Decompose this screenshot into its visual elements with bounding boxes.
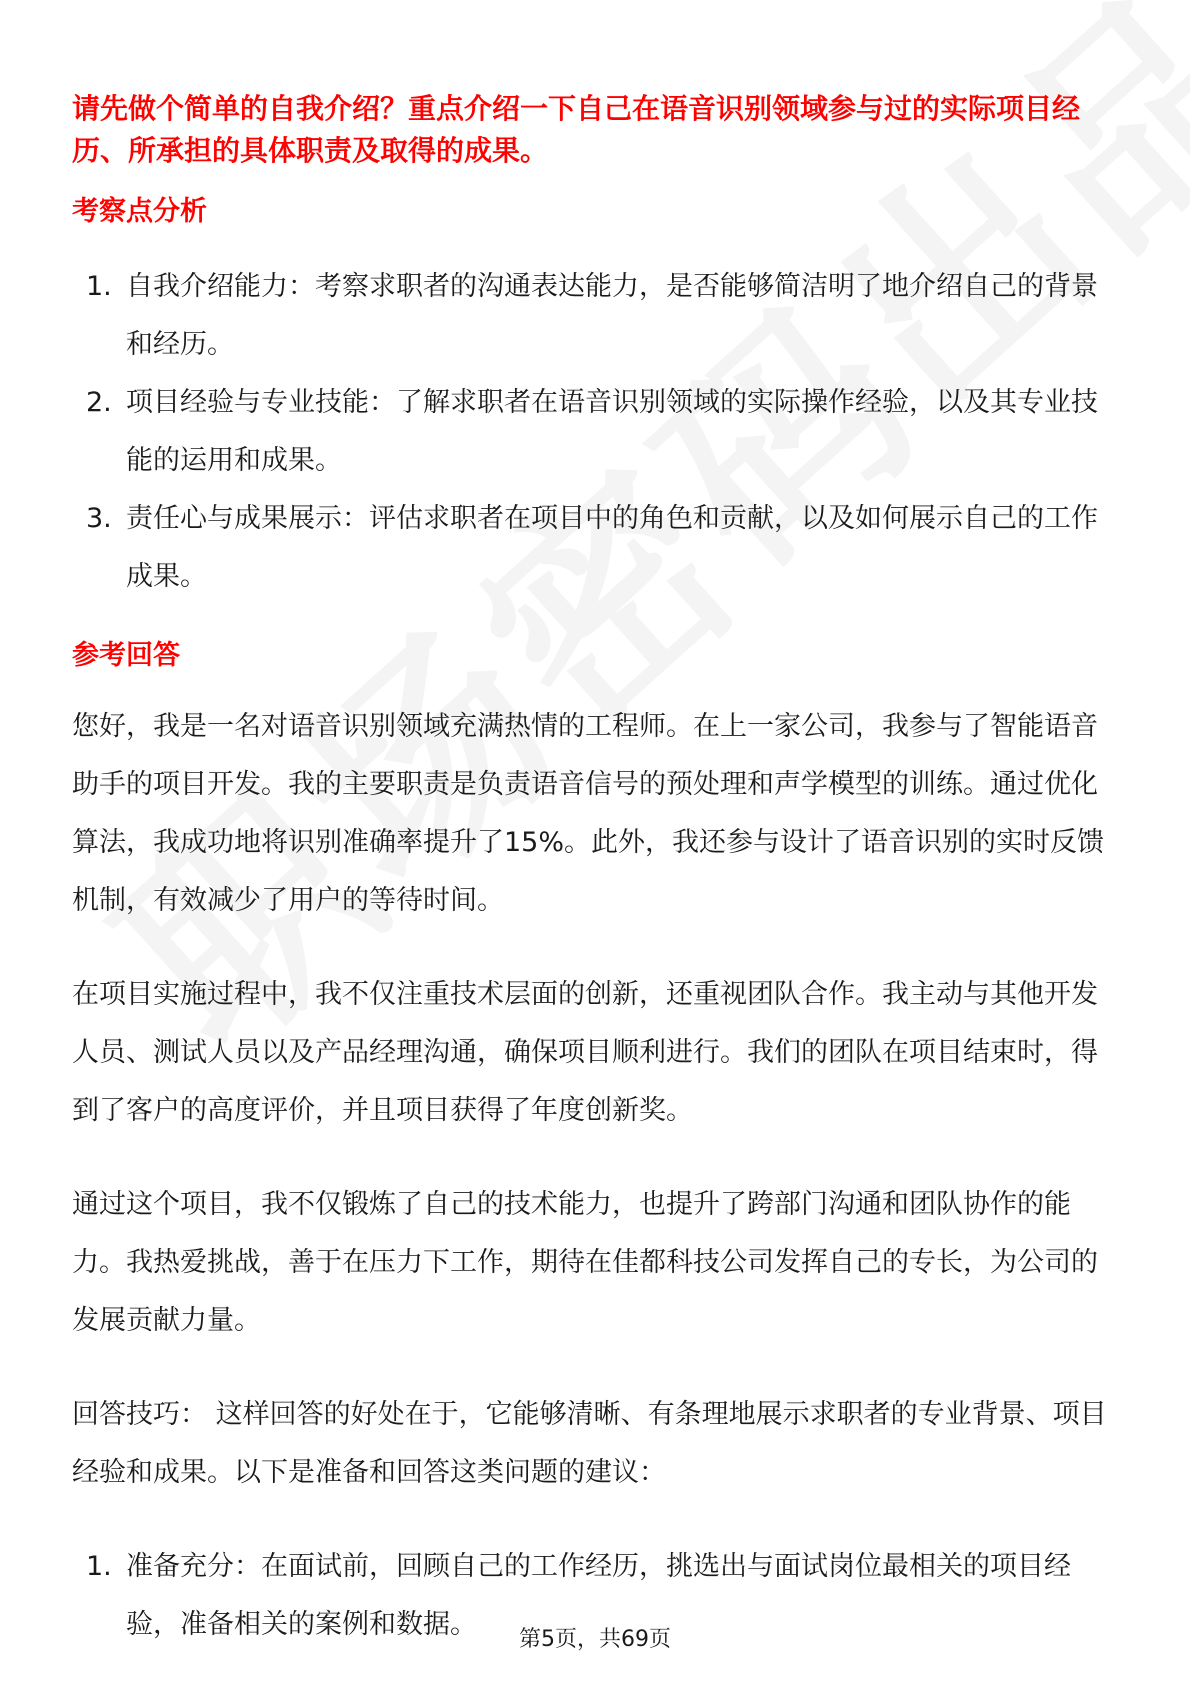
question-heading: 请先做个简单的自我介绍？重点介绍一下自己在语音识别领域参与过的实际项目经历、所承担的具体职责及取得的成果。	[72, 92, 1081, 167]
list-item-text: 项目经验与专业技能：了解求职者在语音识别领域的实际操作经验，以及其专业技能的运用和成果。	[126, 387, 1098, 476]
list-item-number: 3.	[86, 503, 112, 534]
list-item-number: 1.	[86, 271, 112, 302]
list-item-number: 2.	[86, 387, 112, 418]
document-body	[72, 88, 1122, 1654]
list-item	[72, 374, 1122, 490]
page-footer: 第5页，共69页	[519, 1627, 671, 1652]
reference-paragraph: 在项目实施过程中，我不仅注重技术层面的创新，还重视团队合作。我主动与其他开发人员、测试人员以及产品经理沟通，确保项目顺利进行。我们的团队在项目结束时，得到了客户的高度评价，并且项目获得了年度创新奖。	[72, 979, 1098, 1126]
list-item	[72, 490, 1122, 606]
reference-paragraph: 通过这个项目，我不仅锻炼了自己的技术能力，也提升了跨部门沟通和团队协作的能力。我热爱挑战，善于在压力下工作，期待在佳都科技公司发挥自己的专长，为公司的发展贡献力量。	[72, 1189, 1098, 1336]
list-item-text: 责任心与成果展示：评估求职者在项目中的角色和贡献，以及如何展示自己的工作成果。	[126, 503, 1098, 592]
analysis-list	[72, 258, 1122, 606]
reference-paragraph: 您好，我是一名对语音识别领域充满热情的工程师。在上一家公司，我参与了智能语音助手的项目开发。我的主要职责是负责语音信号的预处理和声学模型的训练。通过优化算法，我成功地将识别准确率提升了15%。此外，我还参与设计了语音识别的实时反馈机制，有效减少了用户的等待时间。	[72, 711, 1105, 916]
list-item-text: 自我介绍能力：考察求职者的沟通表达能力，是否能够简洁明了地介绍自己的背景和经历。	[126, 271, 1098, 360]
answer-tips-paragraph: 回答技巧： 这样回答的好处在于，它能够清晰、有条理地展示求职者的专业背景、项目经验和成果。以下是准备和回答这类问题的建议：	[72, 1399, 1107, 1488]
reference-section-title: 参考回答	[72, 640, 180, 671]
analysis-section-title: 考察点分析	[72, 196, 207, 227]
list-item-text: 准备充分：在面试前，回顾自己的工作经历，挑选出与面试岗位最相关的项目经验，准备相关的案例和数据。	[126, 1551, 1071, 1640]
list-item-number: 1.	[86, 1551, 112, 1582]
list-item	[72, 258, 1122, 374]
